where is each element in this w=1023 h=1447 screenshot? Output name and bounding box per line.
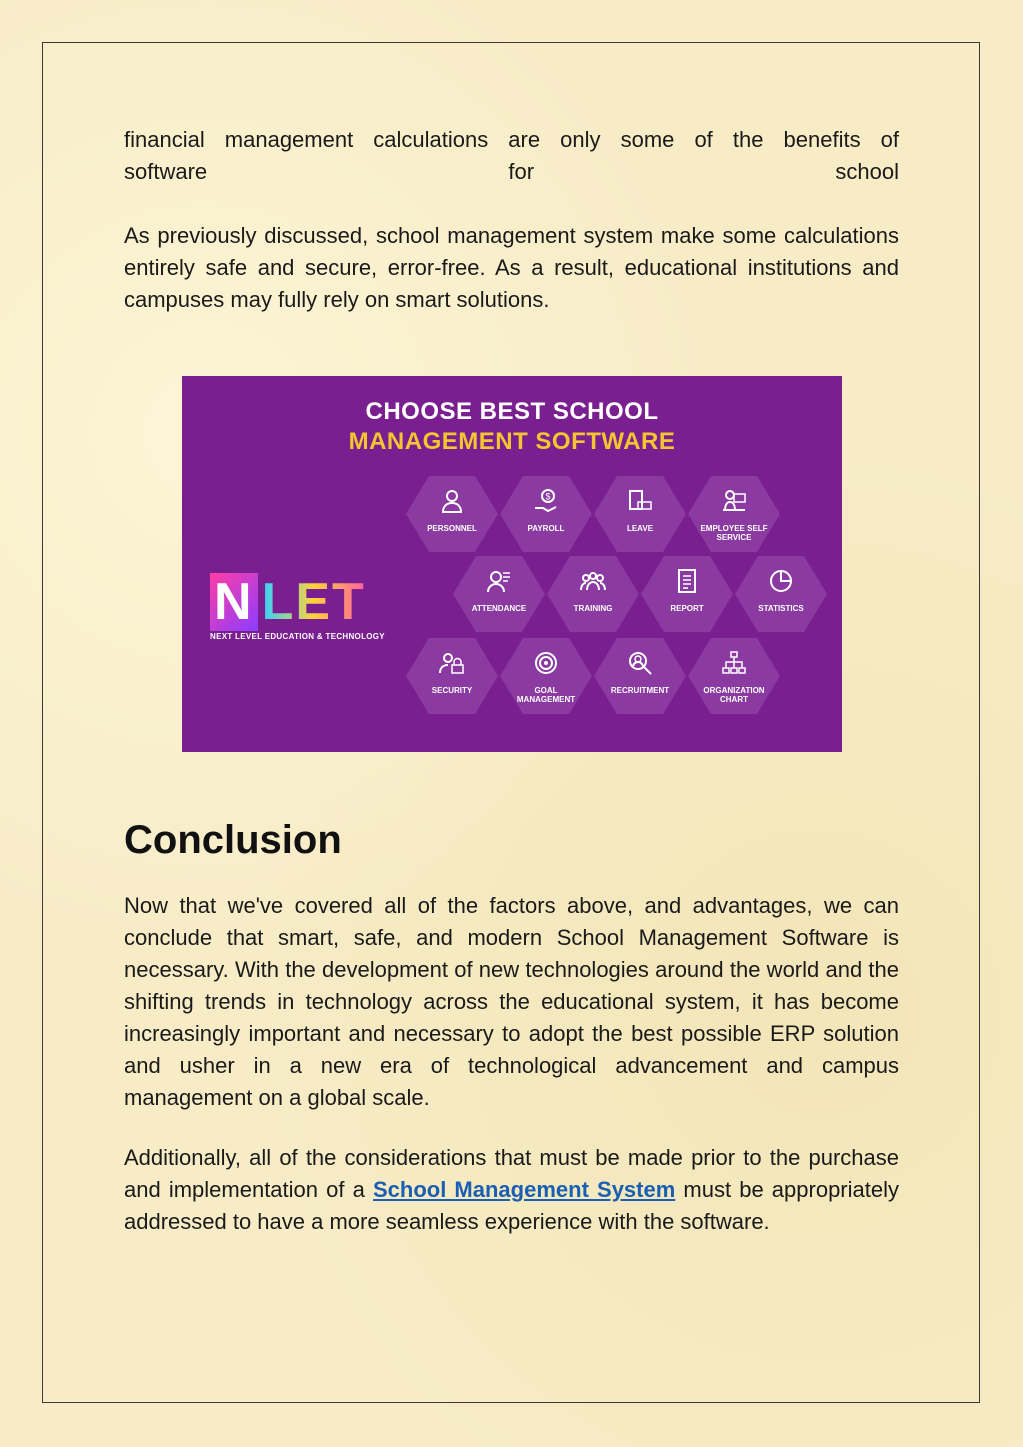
person-icon — [439, 488, 465, 514]
attendance-icon — [486, 568, 512, 594]
tile-training — [547, 554, 639, 634]
tile-label: RECRUITMENT — [610, 686, 670, 695]
tile-label: REPORT — [670, 604, 704, 613]
svg-text:$: $ — [545, 491, 551, 502]
promo-figure — [182, 376, 842, 752]
group-icon — [580, 568, 606, 594]
employee-desk-icon — [721, 488, 747, 514]
paragraph-intro-line2: software for school — [124, 159, 899, 184]
tile-organization-chart — [688, 636, 780, 716]
tile-label: PAYROLL — [527, 524, 565, 533]
paragraph-text-after-link: must be appropriately addressed to have a more seamless experience with the software. — [124, 1177, 899, 1234]
logo-n-letter: N — [210, 573, 258, 631]
figure-title-line1: CHOOSE BEST SCHOOL — [365, 398, 659, 425]
paragraph-considerations — [124, 1142, 899, 1238]
tile-label: SECURITY — [431, 686, 473, 695]
tile-statistics — [735, 554, 827, 634]
tile-leave — [594, 474, 686, 554]
tile-personnel — [406, 474, 498, 554]
paragraph-text-before-link: Additionally, all of the considerations that must be made prior to the purchase and implementation of a — [124, 1145, 899, 1202]
tile-label: ORGANIZATION CHART — [703, 686, 765, 704]
tile-label: STATISTICS — [758, 604, 804, 613]
money-hand-icon — [533, 488, 559, 514]
paragraph-conclusion: Now that we've covered all of the factors above, and advantages, we can conclude that smart, safe, and modern School Management Software is necessary. With the development of new technologies around the world and the shifting trends in technology across the educational system, it has become increasingly important and necessary to adopt the best possible ERP solution and usher in a new era of technological advancement and campus management on a global scale. — [124, 893, 899, 1110]
tile-security — [406, 636, 498, 716]
tile-attendance — [453, 554, 545, 634]
paragraph-calculations: As previously discussed, school management system make some calculations entirely safe and secure, error-free. As a result, educational institutions and campuses may fully rely on smart solutions. — [124, 223, 899, 312]
tile-label: PERSONNEL — [427, 524, 477, 533]
report-icon — [674, 568, 700, 594]
pie-chart-icon — [768, 568, 794, 594]
lock-person-icon — [439, 650, 465, 676]
leave-icon — [627, 488, 653, 514]
section-heading-conclusion: Conclusion — [124, 818, 342, 862]
tile-label: ATTENDANCE — [471, 604, 527, 613]
school-management-system-link[interactable]: School Management System — [372, 1177, 676, 1202]
tile-recruitment — [594, 636, 686, 716]
nlet-logo — [210, 573, 385, 641]
paragraph-intro-line1: financial management calculations are only some of the benefits of — [124, 127, 899, 152]
figure-title-line2: MANAGEMENT SOFTWARE — [348, 428, 676, 455]
logo-let-letters: LET — [261, 573, 366, 631]
tile-label: EMPLOYEE SELF SERVICE — [700, 524, 768, 542]
tile-label: LEAVE — [626, 524, 654, 533]
tile-report — [641, 554, 733, 634]
target-icon — [533, 650, 559, 676]
document-body — [124, 124, 899, 1238]
tile-goal-management — [500, 636, 592, 716]
tile-label: TRAINING — [573, 604, 613, 613]
tile-employee-self-service — [688, 474, 780, 554]
org-chart-icon — [721, 650, 747, 676]
tile-payroll — [500, 474, 592, 554]
tile-label: GOAL MANAGEMENT — [516, 686, 576, 704]
search-person-icon — [627, 650, 653, 676]
logo-tagline: NEXT LEVEL EDUCATION & TECHNOLOGY — [210, 632, 385, 641]
